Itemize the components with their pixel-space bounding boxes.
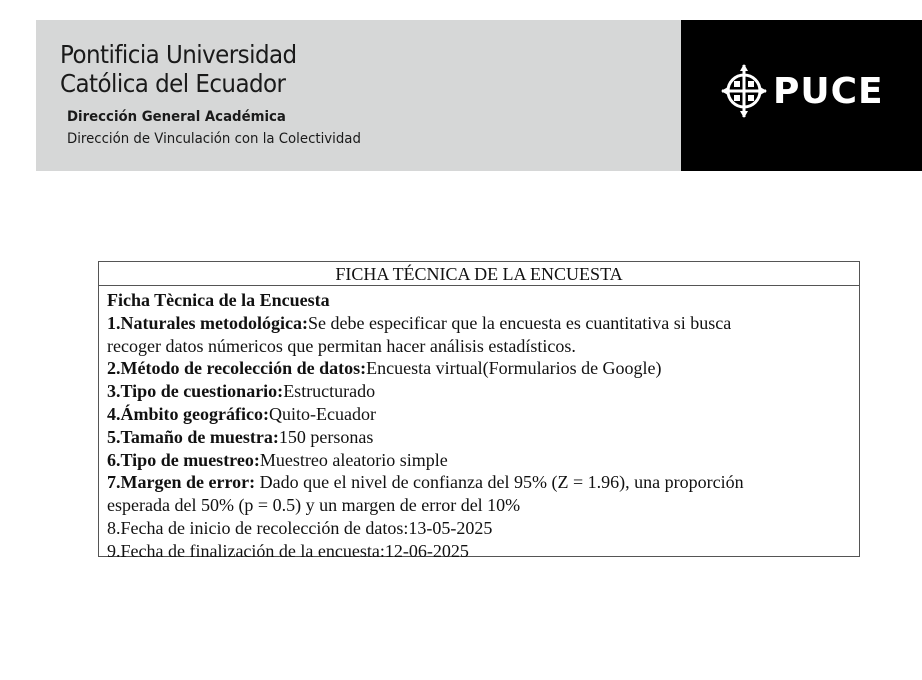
ficha-item-label: 7.Margen de error: xyxy=(107,472,256,493)
ficha-item-value: 150 personas xyxy=(278,426,374,447)
ficha-item-value: Quito-Ecuador xyxy=(268,403,376,424)
ficha-subtitle: Ficha Tècnica de la Encuesta xyxy=(107,290,330,310)
ficha-item-value: Dado que el nivel de confianza del 95% (Z = 1.96), una proporción xyxy=(255,472,744,493)
university-name xyxy=(60,40,297,98)
ficha-item-value: Muestreo aleatorio simple xyxy=(259,449,448,470)
ficha-item-7 xyxy=(107,471,851,494)
direccion-vinculacion: Dirección de Vinculación con la Colectividad xyxy=(67,131,361,147)
puce-cross-emblem-icon xyxy=(719,62,769,120)
ficha-item-label: 5.Tamaño de muestra: xyxy=(107,426,279,447)
ficha-item-label: 2.Método de recolección de datos: xyxy=(107,358,367,379)
ficha-item-label: 3.Tipo de cuestionario: xyxy=(107,381,284,402)
ficha-item-2 xyxy=(107,357,851,380)
ficha-item-1-cont: recoger datos númericos que permitan hacer análisis estadísticos. xyxy=(107,335,576,356)
ficha-title: FICHA TÉCNICA DE LA ENCUESTA xyxy=(99,262,859,286)
university-name-line2: Católica del Ecuador xyxy=(60,69,286,98)
ficha-item-value: Se debe especificar que la encuesta es cuantitativa si busca xyxy=(307,312,732,333)
ficha-body xyxy=(99,286,859,563)
ficha-item-8: 8.Fecha de inicio de recolección de datos:13-05-2025 xyxy=(107,517,493,538)
puce-logo-text: PUCE xyxy=(773,70,884,112)
ficha-item-label: 4.Ámbito geográfico: xyxy=(107,403,269,424)
ficha-item-7-cont: esperada del 50% (p = 0.5) y un margen de error del 10% xyxy=(107,495,521,516)
header-left-band xyxy=(36,20,681,171)
ficha-item-9: 9.Fecha de finalización de la encuesta:12-06-2025 xyxy=(107,540,469,561)
ficha-tecnica-table xyxy=(98,261,860,561)
ficha-item-value: Estructurado xyxy=(283,381,376,402)
ficha-item-4 xyxy=(107,403,851,426)
ficha-item-label: 1.Naturales metodológica: xyxy=(107,312,308,333)
ficha-item-6 xyxy=(107,449,851,472)
ficha-item-5 xyxy=(107,426,851,449)
puce-logo xyxy=(719,62,884,120)
ficha-item-3 xyxy=(107,380,851,403)
direccion-general: Dirección General Académica xyxy=(67,109,286,125)
ficha-item-value: Encuesta virtual(Formularios de Google) xyxy=(366,358,662,379)
header-right-band xyxy=(681,20,922,171)
university-name-line1: Pontificia Universidad xyxy=(60,40,297,69)
ficha-item-1 xyxy=(107,312,851,335)
ficha-item-label: 6.Tipo de muestreo: xyxy=(107,449,260,470)
